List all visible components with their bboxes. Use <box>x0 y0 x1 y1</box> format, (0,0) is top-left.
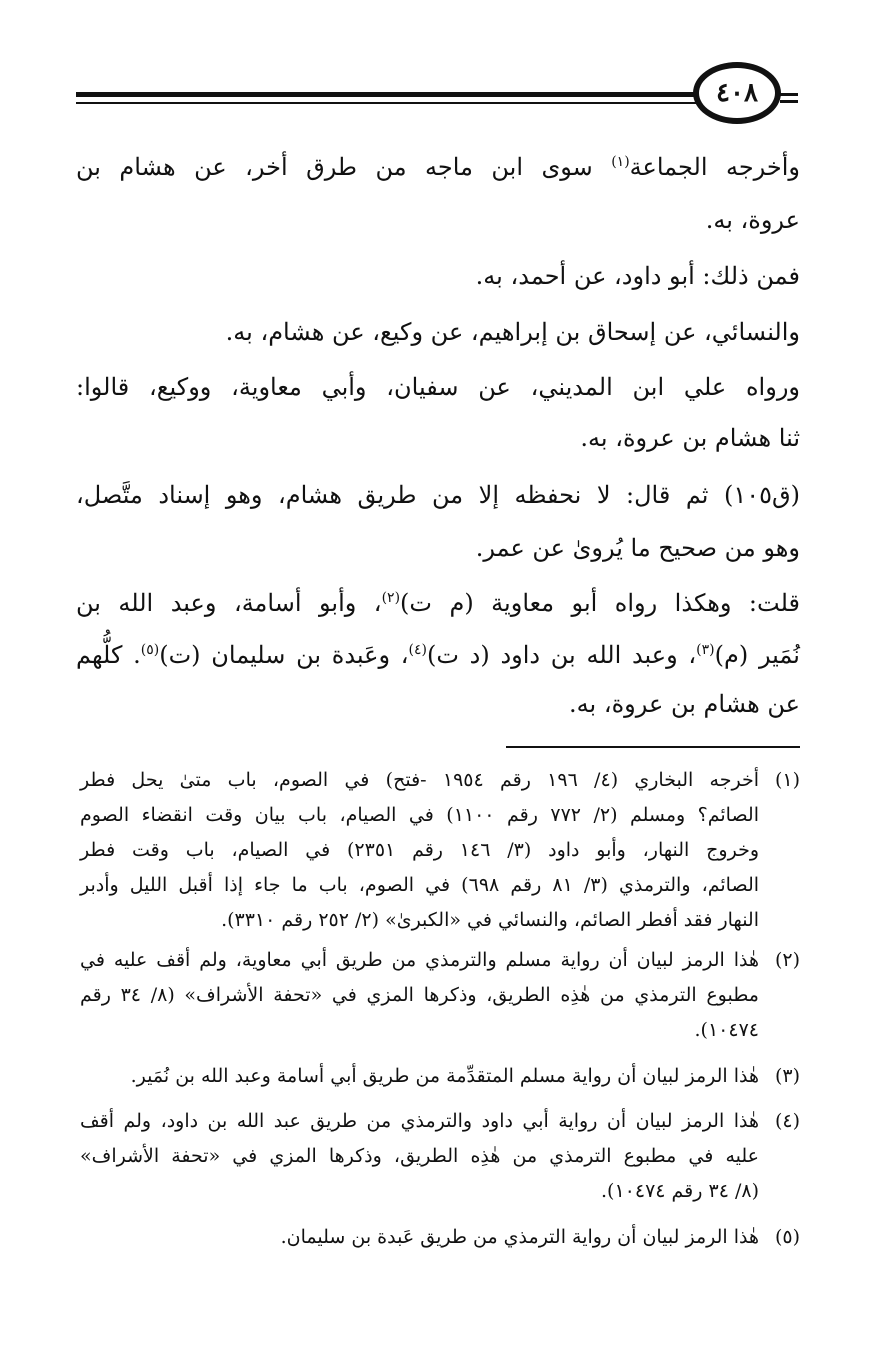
body-line: نُمَير (م)$^{(٣)}$، وعبد الله بن داود (د ت)$^{(٤)}$، وعَبدة بن سليمان (ت)$^{(٥)}$. كلُّهم <box>76 641 800 669</box>
footnote-line: هٰذا الرمز لبيان أن رواية الترمذي من طريق عَبدة بن سليمان. <box>280 1226 759 1248</box>
footnote-line: النهار فقد أفطر الصائم، والنسائي في «الكبرىٰ» (٢/ ٢٥٢ رقم ٣٣١٠). <box>221 909 759 931</box>
body-line: فمن ذلك: أبو داود، عن أحمد، به. <box>475 262 800 290</box>
footnote-line: أخرجه البخاري (٤/ ١٩٦ رقم ١٩٥٤ -فتح) في الصوم، باب متىٰ يحل فطر <box>80 769 759 791</box>
footnote-line: الصائم، والترمذي (٣/ ٨١ رقم ٦٩٨) في الصوم، باب ما جاء إذا أقبل الليل وأدبر <box>80 874 760 896</box>
body-line: قلت: وهكذا رواه أبو معاوية (م ت)$^{(٢)}$، وأبو أسامة، وعبد الله بن <box>76 589 801 617</box>
footnote-line: هٰذا الرمز لبيان أن رواية مسلم المتقدِّمة من طريق أبي أسامة وعبد الله بن نُمَير. <box>130 1065 759 1087</box>
footnote-line: عليه في مطبوع الترمذي من هٰذِه الطريق، وذكرها المزي في «تحفة الأشراف» <box>80 1145 759 1167</box>
body-line: ورواه علي ابن المديني، عن سفيان، وأبي معاوية، ووكيع، قالوا: <box>76 373 800 401</box>
header-rule-right-lower <box>780 100 798 103</box>
footnote-line: (٨/ ٣٤ رقم ١٠٤٧٤). <box>601 1180 759 1202</box>
footnote-line: مطبوع الترمذي من هٰذِه الطريق، وذكرها المزي في «تحفة الأشراف» (٨/ ٣٤ رقم <box>80 984 759 1006</box>
header-rule-thin <box>76 102 704 104</box>
body-line: وأخرجه الجماعة$^{(١)}$ سوى ابن ماجه من طرق أخر، عن هشام بن <box>76 153 800 181</box>
page-number: ٤٠٨ <box>716 78 758 108</box>
body-line: (ق١٠٥) ثم قال: لا نحفظه إلا من طريق هشام، وهو إسناد متَّصل، <box>76 481 801 509</box>
body-line: عن هشام بن عروة، به. <box>569 690 800 718</box>
body-line: والنسائي، عن إسحاق بن إبراهيم، عن وكيع، عن هشام، به. <box>225 318 800 346</box>
footnote-line: ١٠٤٧٤). <box>694 1019 759 1041</box>
header-rule-right-upper <box>780 93 798 96</box>
footnote-line: الصائم؟ ومسلم (٢/ ٧٧٢ رقم ١١٠٠) في الصيام، باب بيان وقت انقضاء الصوم <box>80 804 760 826</box>
page-number-oval <box>693 62 781 124</box>
body-line: ثنا هشام بن عروة، به. <box>580 424 800 452</box>
body-line: عروة، به. <box>705 206 800 234</box>
footnote-line: هٰذا الرمز لبيان أن رواية مسلم والترمذي من طريق أبي معاوية، ولم أقف عليه في <box>80 949 759 971</box>
footnote-number: (١) <box>774 769 800 791</box>
footnote-number: (٣) <box>774 1065 800 1087</box>
body-line: وهو من صحيح ما يُروىٰ عن عمر. <box>475 534 800 562</box>
footnote-number: (٢) <box>774 949 800 971</box>
footnote-line: وخروج النهار، وأبو داود (٣/ ١٤٦ رقم ٢٣٥١) في الصيام، باب وقت فطر <box>80 839 759 861</box>
footnote-separator <box>506 746 800 748</box>
footnote-number: (٤) <box>774 1110 800 1132</box>
header-rule <box>76 92 704 97</box>
footnote-number: (٥) <box>774 1226 800 1248</box>
footnote-line: هٰذا الرمز لبيان أن رواية أبي داود والترمذي من طريق عبد الله بن داود، ولم أقف <box>80 1110 759 1132</box>
